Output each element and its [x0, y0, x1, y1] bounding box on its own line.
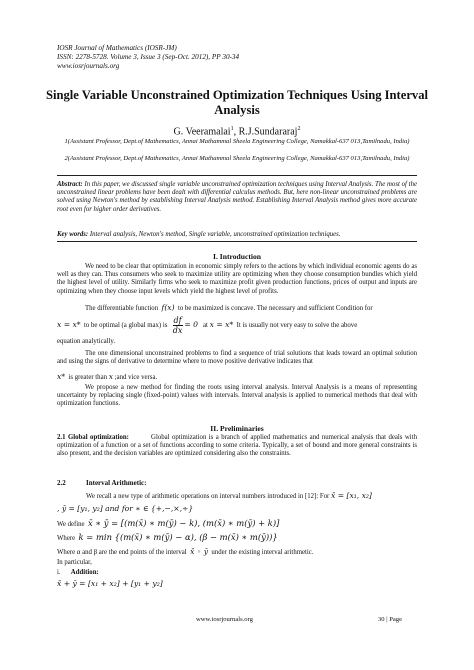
subsection-2-1-text: Global optimization is a branch of applied mathematics and numerical analysis that deals with optimization of a function or a set of functions according to some criteria. Typically, a set of bound and more general constraints is also present, and the decision variables are optimized considering also the constraints.	[57, 434, 417, 458]
journal-name: IOSR Journal of Mathematics (IOSR-JM)	[57, 44, 177, 52]
alpha-beta-text: Where α and β are the end points of the interval	[57, 549, 187, 556]
intro-paragraph-4: The one dimensional unconstrained problems to find a sequence of trial solutions that leads toward an optimal solution and using the signs of derivative to determine where to move positive derivative indicates that	[57, 350, 417, 366]
subsection-2-2-label: Interval Arithmetic:	[86, 479, 147, 487]
x-star-eq-1: x = x*	[57, 320, 81, 330]
addition-item	[57, 569, 417, 577]
intro-paragraph-1: We need to be clear that optimization in economic simply refers to the actions by which individual economic agents do as well as they can. Thus consumers who seek to maximize utility are optimizing when they choose consumption bundles which yield the highest level of utility. Similarly firms who seek to maximize profit given production functions, prices of output and inputs are optimizing when they choose input levels which yield the highest level of profits.	[57, 263, 417, 295]
k-definition: k = min {(m(x̄) ∗ m(ȳ) − α), (β − m(x̄) ∗ m(ȳ))}	[78, 532, 278, 542]
composed-interval: x̄ ◦ ȳ	[190, 547, 208, 556]
addition-label: Addition:	[70, 569, 99, 576]
author-2: R.J.Sundararaj	[238, 126, 298, 138]
arith-line-2: , ȳ = [y₁, y₂] and for ∗ ∈ {+,−,×,÷}	[57, 504, 194, 513]
p2-text-b: to be maximized is concave. The necessary and sufficient Condition for	[177, 305, 373, 312]
subsection-2-2-number: 2.2	[57, 479, 66, 487]
equals-zero: = 0	[184, 320, 198, 330]
list-marker-i: i.	[57, 569, 61, 576]
affiliation-1: 1(Assistant Professor, Dept.of Mathematics, Annai Mathammal Sheela Engineering College, Namakkal-637 013,Tamilnadu, India)	[64, 138, 410, 145]
operation-definition: x̄ ∗ ȳ = [(m(x̄) ∗ m(ȳ) − k), (m(x̄) ∗ m(ȳ) + k)]	[87, 518, 280, 528]
abstract-text: In this paper, we discussed single variable unconstrained optimization techniques using Interval Analysis. The most of the unconstrained linear problems have been dealt with differential calculus methods. But, here non-linear unconstrained problems are solved using Newton's method by establishing Interval Analysis method. Establishing Interval Analysis method gives more accurate root even for higher order derivatives.	[57, 181, 417, 213]
author-separator: ,	[233, 126, 239, 138]
paper-title: Single Variable Unconstrained Optimization Techniques Using Interval Analysis	[45, 88, 429, 117]
abstract-bottom-rule	[57, 241, 417, 242]
x-star-eq-2: x = x*	[209, 320, 234, 330]
global-optimization-paragraph	[57, 434, 417, 459]
keywords	[57, 231, 417, 239]
intro-paragraph-2	[57, 304, 417, 313]
author-2-sup: 2	[297, 126, 301, 132]
p3-text-d: at	[203, 322, 208, 330]
p3-text-b: to be optimal (a global max) is	[83, 322, 168, 330]
subsection-2-1-label: 2.1 Global optimization:	[57, 434, 129, 441]
where-text: Where	[57, 535, 76, 542]
frac-numerator: df	[173, 316, 182, 325]
intro-paragraph-6: We propose a new method for finding the roots using interval analysis. Interval Analysis is a means of representing uncertainty by replacing single (fixed-point) values with intervals. Interval analysis is applied to numerical methods that deal with optimization functions.	[57, 384, 417, 408]
keywords-label: Key words:	[57, 231, 89, 238]
author-1-sup: 1	[230, 126, 234, 132]
x-interval: x̄ = [x₁, x₂]	[331, 491, 372, 500]
author-line	[40, 123, 434, 138]
existing-arith-text: under the existing interval arithmetic.	[211, 549, 314, 556]
footer-page-number: 30 | Page	[378, 616, 403, 623]
arith-line-4	[57, 533, 417, 543]
abstract-label: Abstract:	[57, 181, 83, 188]
fx-symbol: f(x)	[161, 303, 175, 312]
journal-issn: ISSN: 2278-5728. Volume 3, Issue 3 (Sep-Oct. 2012), PP 30-34	[57, 53, 240, 61]
arith-intro-text: We recall a new type of arithmetic operations on interval numbers introduced in [12]: For	[86, 493, 330, 500]
derivative-fraction	[173, 316, 183, 335]
journal-url[interactable]: www.iosrjournals.org	[57, 62, 120, 70]
frac-denominator: dx	[172, 326, 183, 335]
affiliation-2: 2(Assistant Professor, Dept.of Mathematics, Annai Mathammal Sheela Engineering College, Namakkal-637 013,Tamilnadu, India)	[64, 155, 410, 162]
in-particular: In particular,	[57, 559, 92, 566]
x-star-symbol: x*	[57, 372, 66, 381]
p2-text-a: The differentiable function	[85, 305, 159, 312]
p5-text-b: is greater than	[68, 374, 107, 381]
abstract	[57, 181, 417, 214]
x-symbol: x	[108, 372, 113, 381]
arith-line-3	[57, 519, 417, 529]
we-define-text: We define	[57, 521, 85, 528]
addition-formula: x̄ + ȳ = [x₁ + x₂] + [y₁ + y₂]	[57, 579, 163, 588]
intro-x-star-line	[57, 373, 417, 382]
arith-line-1	[86, 492, 417, 501]
arith-line-5	[57, 548, 417, 557]
intro-optimality-line	[57, 316, 417, 335]
author-1: G. Veeramalai	[173, 126, 231, 138]
footer-url[interactable]: www.iosrjournals.org	[196, 616, 253, 623]
p3-continuation: equation analytically.	[57, 338, 116, 345]
abstract-top-rule	[57, 175, 417, 176]
section-2-heading: II. Preliminaries	[210, 424, 264, 433]
keywords-text: Interval analysis, Newton's method, Single variable, unconstrained optimization techniques.	[88, 231, 341, 238]
section-1-heading: I. Introduction	[213, 252, 261, 261]
p3-text-f: It is usually not very easy to solve the above	[236, 322, 358, 330]
p5-text-d: ;and vice versa.	[114, 374, 158, 381]
